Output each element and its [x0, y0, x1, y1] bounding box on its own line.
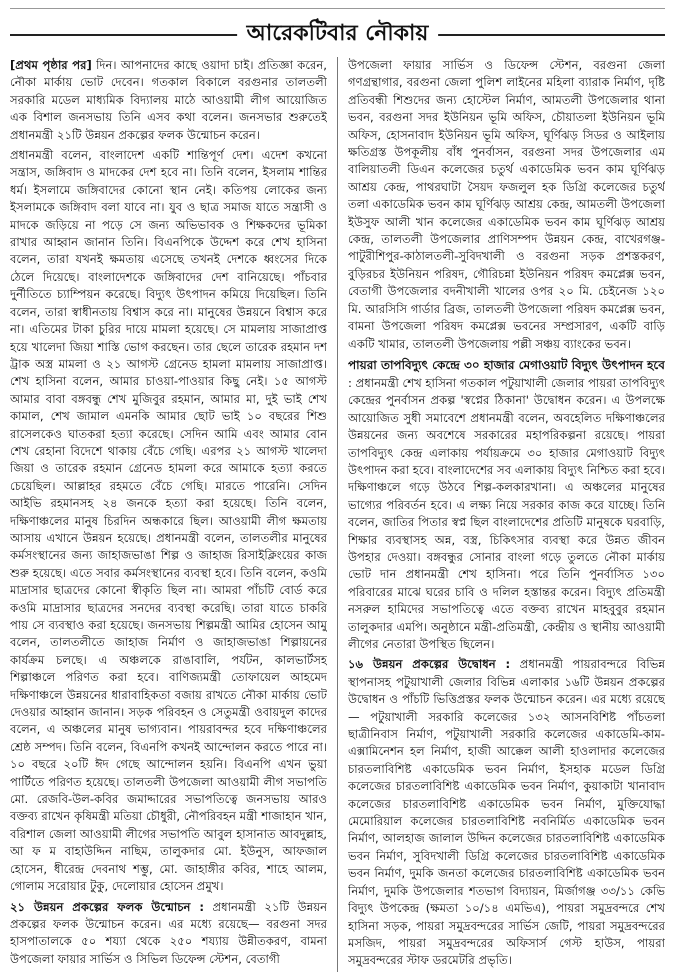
left-subhead: ২১ উন্নয়ন প্রকল্পের ফলক উন্মোচন :: [10, 899, 204, 914]
right-column: [348, 57, 665, 972]
left-column: [10, 57, 327, 972]
left-subhead-text: প্রধানমন্ত্রী ২১টি উন্নয়ন প্রকল্পের ফলক উন্মোচন করেন। এর মধ্যে রয়েছে— বরগুনা সদর হাসপাতালকে ৫০ শয্যা থেকে ২৫০ শয্যায় উন্নীতকরণ, বামনা উপজেলা ফায়ার সার্ভিস ও সিভিল ডিফেন্স স্টেশন, বেতাগী: [10, 899, 327, 966]
left-paragraph-1: [10, 57, 327, 144]
article-columns: [10, 57, 665, 972]
headline-band: [10, 17, 665, 49]
right-paragraph-1: উপজেলা ফায়ার সার্ভিস ও ডিফেন্স স্টেশন, বরগুনা জেলা গণগ্রন্থাগার, বরগুনা জেলা পুলিশ লাইনের মহিলা ব্যারাক নির্মাণ, দৃষ্টি প্রতিবন্ধী শিশুদের জন্য হোস্টেল নির্মাণ, আমতলী উপজেলার থানা ভবন, বরগুনা সদর ইউনিয়ন ভূমি অফিস, চৌয়াতলা ইউনিয়ন ভূমি অফিস, হোসনাবাদ ইউনিয়ন ভূমি অফিস, ঘূর্ণিঝড় সিডর ও আইলায় ক্ষতিগ্রস্ত উপকূলীয় বাঁধ পুনর্বাসন, বরগুনা সদর উপজেলার এম বালিয়াতলী ডিএন কলেজের চতুর্থ একাডেমিক ভবন কাম ঘূর্ণিঝড় আশ্রয় কেন্দ্র, পাথরঘাটা সৈয়দ ফজলুল হক ডিগ্রি কলেজের চতুর্থ তলা একাডেমিক ভবন কাম ঘূর্ণিঝড় আশ্রয় কেন্দ্র, আমতলী উপজেলা ইউসুফ আলী খান কলেজের একাডেমিক ভবন কাম ঘূর্ণিঝড় আশ্রয় কেন্দ্র, তালতলী উপজেলার প্রাণিসম্পদ উন্নয়ন কেন্দ্র, বাখেরগঞ্জ-পাটুরীশিপুর-কাঠালতলী-সুবিদখালী ও বরগুনা সড়ক প্রশস্তকরণ, বুড়িরচর ইউনিয়ন পরিষদ, গৌরিচন্না ইউনিয়ন পরিষদ কমপ্লেক্স ভবন, বেতাগী উপজেলার বদনীখালী খালের ওপর ২০ মি. চেইনেজ ১২০ মি. আরসিসি গার্ডার ব্রিজ, তালতলী উপজেলা পরিষদ কমপ্লেক্স ভবন, বামনা উপজেলা পরিষদ কমপ্লেক্স ভবনের সম্প্রসারণ, একটি বাড়ি একটি খামার, তালতলী উপজেলায় পল্লী সঞ্চয় ব্যাংকের ভবন।: [348, 58, 665, 351]
column-divider: [337, 57, 338, 972]
left-text-1: দিন। আপনাদের কাছে ওয়াদা চাই। প্রতিজ্ঞা করেন, নৌকা মার্কায় ভোট দেবেন। গতকাল বিকালে বরগুনার তালতলী সরকারি মডেল মাধ্যমিক বিদ্যালয় মাঠে আওয়ামী লীগ আয়োজিত এক বিশাল জনসভায় তিনি এসব কথা বলেন। জনসভার শুরুতেই প্রধানমন্ত্রী ২১টি উন্নয়ন প্রকল্পের ফলক উন্মোচন করেন।: [10, 58, 327, 142]
payra-power-text: : প্রধানমন্ত্রী শেখ হাসিনা গতকাল পটুয়াখালী জেলার পায়রা তাপবিদ্যুৎ কেন্দ্রের পুনর্বাসন প্রকল্প 'স্বপ্নের ঠিকানা' উদ্বোধন করেন। এ উপলক্ষে আয়োজিত সুধী সমাবেশে প্রধানমন্ত্রী বলেন, অবহেলিত দক্ষিণাঞ্চলের উন্নয়নের জন্য অবশেষে সরকারের মহাপরিকল্পনা রয়েছে। পায়রা তাপবিদ্যুৎ কেন্দ্র এলাকায় পর্যায়ক্রমে ৩০ হাজার মেগাওয়াট বিদ্যুৎ উৎপাদন করা হবে। বাংলাদেশের সব এলাকায় বিদ্যুৎ নিশ্চিত করা হবে। দক্ষিণাঞ্চলে গড়ে উঠবে শিল্প-কলকারখানা। এ অঞ্চলের মানুষের ভাগ্যের পরিবর্তন হবে। এ লক্ষ্য নিয়ে সরকার কাজ করে যাচ্ছে। তিনি বলেন, জাতির পিতার স্বপ্ন ছিল বাংলাদেশের প্রতিটি মানুষকে ঘরবাড়ি, শিক্ষার ব্যবস্থাসহ অন্ন, বস্ত্র, চিকিৎসার ব্যবস্থা করে উন্নত জীবন উপহার দেওয়া। বঙ্গবন্ধুর সোনার বাংলা গড়ে তুলতে নৌকা মার্কায় ভোট দান প্রধানমন্ত্রী শেখ হাসিনা। পরে তিনি পুনর্বাসিত ১৩০ পরিবারের মাঝে ঘরের চাবি ও দলিল হস্তান্তর করেন। বিদ্যুৎ প্রতিমন্ত্রী নসরুল হামিদের সভাপতিত্বে এতে বক্তব্য রাখেন মাহবুবুর রহমান তালুকদার এমপি। অনুষ্ঠানে মন্ত্রী-প্রতিমন্ত্রী, কেন্দ্রীয় ও স্থানীয় আওয়ামী লীগের নেতারা উপস্থিত ছিলেন।: [348, 375, 665, 651]
left-paragraph-2: প্রধানমন্ত্রী বলেন, বাংলাদেশ একটি শান্তিপূর্ণ দেশ। এদেশ কখনো সন্ত্রাস, জঙ্গিবাদ ও মাদকের দেশ হবে না। তিনি বলেন, ইসলাম শান্তির ধর্ম। ইসলামে জঙ্গিবাদের কোনো স্থান নেই। কতিপয় লোকের জন্য ইসলামকে জঙ্গিবাদ বলা যাবে না। যুব ও ছাত্র সমাজ যাতে সন্ত্রাসী ও মাদকে জড়িয়ে না পড়ে সে জন্য অভিভাবক ও শিক্ষকদের ভূমিকা রাখার আহ্বান জানান তিনি। বিএনপিকে উদ্দেশ করে শেখ হাসিনা বলেন, তারা যখনই ক্ষমতায় এসেছে তখনই দেশকে ধ্বংসের দিকে ঠেলে দিয়েছে। বাংলাদেশকে জঙ্গিবাদের দেশ বানিয়েছে। পাঁচবার দুর্নীতিতে চ্যাম্পিয়ন করেছে। বিদ্যুৎ উৎপাদন কমিয়ে দিয়েছিল। তিনি বলেন, তারা স্বাধীনতায় বিশ্বাস করে না। মানুষের উন্নয়নে বিশ্বাস করে না। এতিমের টাকা চুরির দায়ে মামলা হয়েছে। সে মামলায় সাজাপ্রাপ্ত হয়ে খালেদা জিয়া শাস্তি ভোগ করছেন। তার ছেলে তারেক রহমান দশ ট্রাক অস্ত্র মামলা ও ২১ আগস্ট গ্রেনেড হামলা মামলায় সাজাপ্রাপ্ত। শেখ হাসিনা বলেন, আমার চাওয়া-পাওয়ার কিছু নেই। ১৫ আগস্ট আমার বাবা বঙ্গবন্ধু শেখ মুজিবুর রহমান, আমার মা, দুই ভাই শেখ কামাল, শেখ জামাল এমনকি আমার ছোট ভাই ১০ বছরের শিশু রাসেলকেও ঘাতকরা হত্যা করেছে। সেদিন আমি এবং আমার বোন শেখ রেহানা বিদেশে থাকায় বেঁচে গেছি। এরপর ২১ আগস্ট খালেদা জিয়া ও তারেক রহমান গ্রেনেড হামলা করে আমাকে হত্যা করতে চেয়েছিল। আল্লাহর রহমতে বেঁচে গেছি। মারতে পারেনি। সেদিন আইভি রহমানসহ ২৪ জনকে হত্যা করা হয়েছে। তিনি বলেন, দক্ষিণাঞ্চলের মানুষ চিরদিন অন্ধকারে ছিল। আওয়ামী লীগ ক্ষমতায় আসায় এখানে উন্নয়ন হয়েছে। প্রধানমন্ত্রী বলেন, তালতলীর মানুষের কর্মসংস্থানের জন্য জাহাজভাঙা শিল্প ও জাহাজ রিসাইক্লিংয়ের কাজ শুরু হয়েছে। এতে সবার কর্মসংস্থানের ব্যবস্থা হবে। তিনি বলেন, কওমি মাদ্রাসার ছাত্রদের কোনো স্বীকৃতি ছিল না। আমরা পাঁচটি বোর্ড করে কওমি মাদ্রাসার ছাত্রদের সনদের ব্যবস্থা করেছি। তারা যাতে চাকরি পায় সে ব্যবস্থাও করা হয়েছে। জনসভায় শিল্পমন্ত্রী আমির হোসেন আমু বলেন, তালতলীতে জাহাজ নির্মাণ ও জাহাজভাঙা শিল্পায়নের কার্যক্রম চলছে। এ অঞ্চলকে রাঙাবালি, পর্যটন, কালভার্টসহ শিল্পাঞ্চলে পরিণত করা হবে। বাণিজ্যমন্ত্রী তোফায়েল আহমেদ দক্ষিণাঞ্চলে উন্নয়নের ধারাবাহিকতা বজায় রাখতে নৌকা মার্কায় ভোট দেওয়ার আহ্বান জানান। সড়ক পরিবহন ও সেতুমন্ত্রী ওবায়দুল কাদের বলেন, এ অঞ্চলের মানুষ ভাগ্যবান। পায়রাবন্দর হবে দক্ষিণাঞ্চলের শ্রেষ্ঠ সম্পদ। তিনি বলেন, বিএনপি কখনই আন্দোলন করতে পারে না। ১০ বছরে ২০টি ঈদ গেছে আন্দোলন হয়নি। বিএনপি এখন ভুয়া পার্টিতে পরিণত হয়েছে। তালতলী উপজেলা আওয়ামী লীগ সভাপতি মো. রেজবি-উল-কবির জমাদ্দারের সভাপতিত্বে জনসভায় আরও বক্তব্য রাখেন কৃষিমন্ত্রী মতিয়া চৌধুরী, নৌপরিবহন মন্ত্রী শাজাহান খান, বরিশাল জেলা আওয়ামী লীগের সভাপতি আবুল হাসানাত আবদুল্লাহ, আ ফ ম বাহাউদ্দিন নাছিম, তালুকদার মো. ইউনুস, আফজাল হোসেন, ধীরেন্দ্র দেবনাথ শম্ভু, মো. জাহাঙ্গীর কবির, শাহে আলম, গোলাম সরোয়ার টুকু, দেলোয়ার হোসেন প্রমুখ।: [10, 148, 327, 894]
payra-power-subhead: পায়রা তাপবিদ্যুৎ কেন্দ্রে ৩০ হাজার মেগাওয়াট বিদ্যুৎ উৎপাদন হবে: [348, 357, 665, 372]
headline: আরেকটিবার নৌকায়: [237, 17, 439, 49]
sixteen-projects-subhead: ১৬ উন্নয়ন প্রকল্পের উদ্বোধন :: [348, 657, 511, 672]
top-rule: [10, 8, 665, 15]
left-subhead-paragraph: [10, 899, 327, 969]
continued-from-front-label: [প্রথম পৃষ্ঠার পর]: [10, 58, 92, 72]
sixteen-projects-text: প্রধানমন্ত্রী পায়রাবন্দরে বিভিন্ন স্থাপনাসহ পটুয়াখালী জেলার বিভিন্ন এলাকার ১৬টি উন্নয়ন প্রকল্পের উদ্বোধন ও পাঁচটি ভিত্তিপ্রস্তর ফলক উন্মোচন করেন। এর মধ্যে রয়েছে— পটুয়াখালী সরকারি কলেজের ১৩২ আসনবিশিষ্ট পাঁচতলা ছাত্রীনিবাস নির্মাণ, পটুয়াখালী সরকারি কলেজের একাডেমি-কাম-এক্সামিনেশন হল নির্মাণ, হাজী আক্কেল আলী হাওলাদার কলেজের চারতলাবিশিষ্ট একাডেমিক ভবন নির্মাণ, ইসহাক মডেল ডিগ্রি কলেজের চারতলাবিশিষ্ট একাডেমিক ভবন নির্মাণ, কুয়াকাটা খানাবাদ কলেজের চারতলাবিশিষ্ট একাডেমিক ভবন নির্মাণ, মুক্তিযোদ্ধা মেমোরিয়াল কলেজের চারতলাবিশিষ্ট নবনির্মিত একাডেমিক ভবন নির্মাণ, আলহাজ জালাল উদ্দিন কলেজের চারতলাবিশিষ্ট একাডেমিক ভবন নির্মাণ, সুবিদখালী ডিগ্রি কলেজের চারতলাবিশিষ্ট একাডেমিক ভবন নির্মাণ, দুমকি জনতা কলেজের চারতলাবিশিষ্ট একাডেমিক ভবন নির্মাণ, দুমকি উপজেলার শতভাগ বিদ্যায়ন, মির্জাগঞ্জ ৩৩/১১ কেভি বিদ্যুৎ উপকেন্দ্র (ক্ষমতা ১০/১৪ এমভিএ), পায়রা সমুদ্রবন্দরে শেখ হাসিনা সড়ক, পায়রা সমুদ্রবন্দরের সার্ভিস জেটি, পায়রা সমুদ্রবন্দরের মসজিদ, পায়রা সমুদ্রবন্দরের অফিসার্স গেস্ট হাউস, পায়রা সমুদ্রবন্দরের স্টাফ ডরমেটরি প্রভৃতি।: [348, 657, 665, 968]
sixteen-projects-paragraph: [348, 656, 665, 969]
